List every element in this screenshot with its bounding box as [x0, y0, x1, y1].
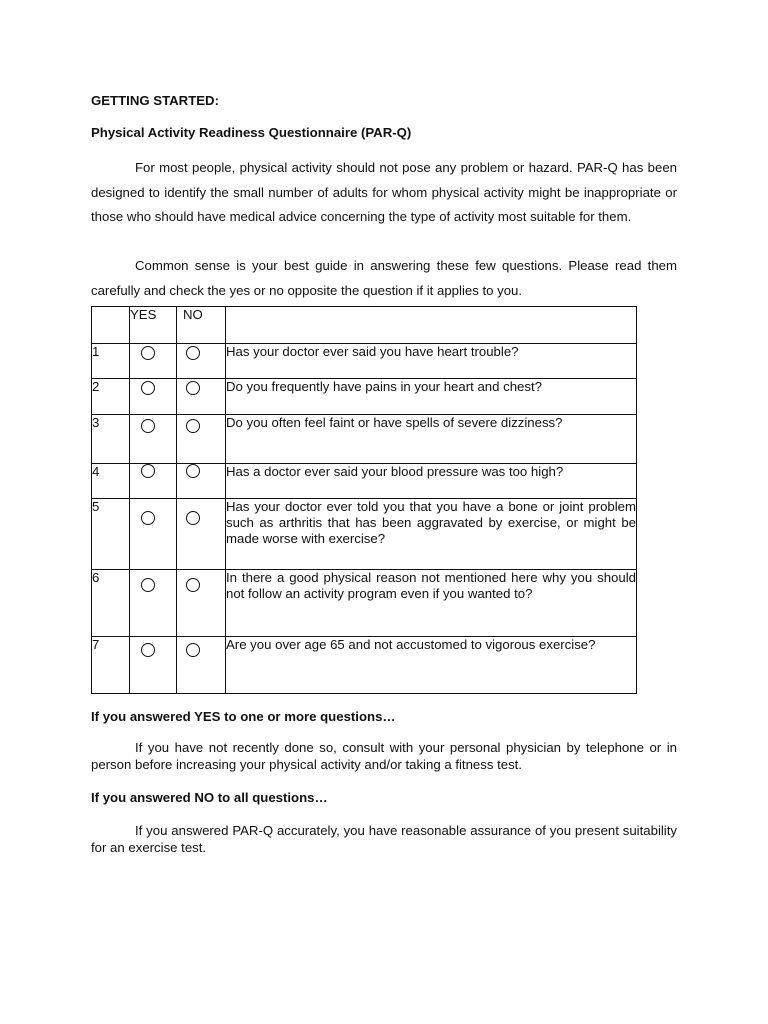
- document-title: Physical Activity Readiness Questionnaire (PAR-Q): [91, 125, 412, 140]
- header-yes: YES: [130, 307, 177, 344]
- question-number: 2: [92, 379, 130, 415]
- question-number: 5: [92, 499, 130, 570]
- yes-section-text: If you have not recently done so, consult with your personal physician by telephone or in person before increasing your physical activity and/or taking a fitness test.: [91, 740, 677, 772]
- no-radio[interactable]: [186, 578, 200, 592]
- table-row: [92, 570, 637, 637]
- no-radio[interactable]: [186, 511, 200, 525]
- question-text: Do you frequently have pains in your heart and chest?: [226, 379, 637, 415]
- question-text: Has your doctor ever said you have heart trouble?: [226, 344, 637, 379]
- table-row: [92, 464, 637, 499]
- intro-paragraph-1: For most people, physical activity should not pose any problem or hazard. PAR-Q has been designed to identify the small number of adults for whom physical activity might be inappropriate or those who should have medical advice concerning the type of activity most suitable for them.: [91, 160, 677, 224]
- questionnaire-table: [91, 306, 637, 694]
- no-cell: [177, 637, 226, 694]
- yes-cell: [130, 499, 177, 570]
- yes-radio[interactable]: [141, 643, 155, 657]
- question-number: 1: [92, 344, 130, 379]
- yes-radio[interactable]: [141, 578, 155, 592]
- yes-radio[interactable]: [141, 381, 155, 395]
- header-num-cell: [92, 307, 130, 344]
- yes-radio[interactable]: [141, 346, 155, 360]
- question-number: 3: [92, 415, 130, 464]
- no-radio[interactable]: [186, 346, 200, 360]
- yes-cell: [130, 415, 177, 464]
- question-text: Are you over age 65 and not accustomed to vigorous exercise?: [226, 637, 637, 694]
- header-question-cell: [226, 307, 637, 344]
- no-cell: [177, 379, 226, 415]
- question-number: 6: [92, 570, 130, 637]
- table-header-row: [92, 307, 637, 344]
- no-cell: [177, 499, 226, 570]
- no-section-text: If you answered PAR-Q accurately, you have reasonable assurance of you present suitability for an exercise test.: [91, 823, 677, 855]
- header-no: NO: [177, 307, 226, 344]
- yes-cell: [130, 464, 177, 499]
- table-row: [92, 415, 637, 464]
- no-radio[interactable]: [186, 643, 200, 657]
- yes-radio[interactable]: [141, 464, 155, 478]
- yes-cell: [130, 570, 177, 637]
- no-cell: [177, 344, 226, 379]
- no-cell: [177, 415, 226, 464]
- yes-radio[interactable]: [141, 511, 155, 525]
- intro-paragraph-2: Common sense is your best guide in answering these few questions. Please read them carefully and check the yes or no opposite the question if it applies to you.: [91, 258, 677, 298]
- question-text: Has a doctor ever said your blood pressure was too high?: [226, 464, 637, 499]
- yes-section-heading: If you answered YES to one or more questions…: [91, 709, 396, 724]
- question-text: Has your doctor ever told you that you have a bone or joint problem such as arthritis that has been aggravated by exercise, or might be made worse with exercise?: [226, 499, 637, 570]
- yes-radio[interactable]: [141, 419, 155, 433]
- yes-cell: [130, 379, 177, 415]
- no-section-heading: If you answered NO to all questions…: [91, 790, 328, 805]
- no-cell: [177, 464, 226, 499]
- no-radio[interactable]: [186, 419, 200, 433]
- question-text: Do you often feel faint or have spells of severe dizziness?: [226, 415, 637, 464]
- yes-cell: [130, 637, 177, 694]
- table-row: [92, 379, 637, 415]
- no-radio[interactable]: [186, 464, 200, 478]
- table-row: [92, 344, 637, 379]
- question-number: 4: [92, 464, 130, 499]
- no-radio[interactable]: [186, 381, 200, 395]
- question-text: In there a good physical reason not mentioned here why you should not follow an activity program even if you wanted to?: [226, 570, 637, 637]
- yes-cell: [130, 344, 177, 379]
- table-row: [92, 637, 637, 694]
- no-cell: [177, 570, 226, 637]
- section-heading: GETTING STARTED:: [91, 93, 219, 108]
- table-row: [92, 499, 637, 570]
- question-number: 7: [92, 637, 130, 694]
